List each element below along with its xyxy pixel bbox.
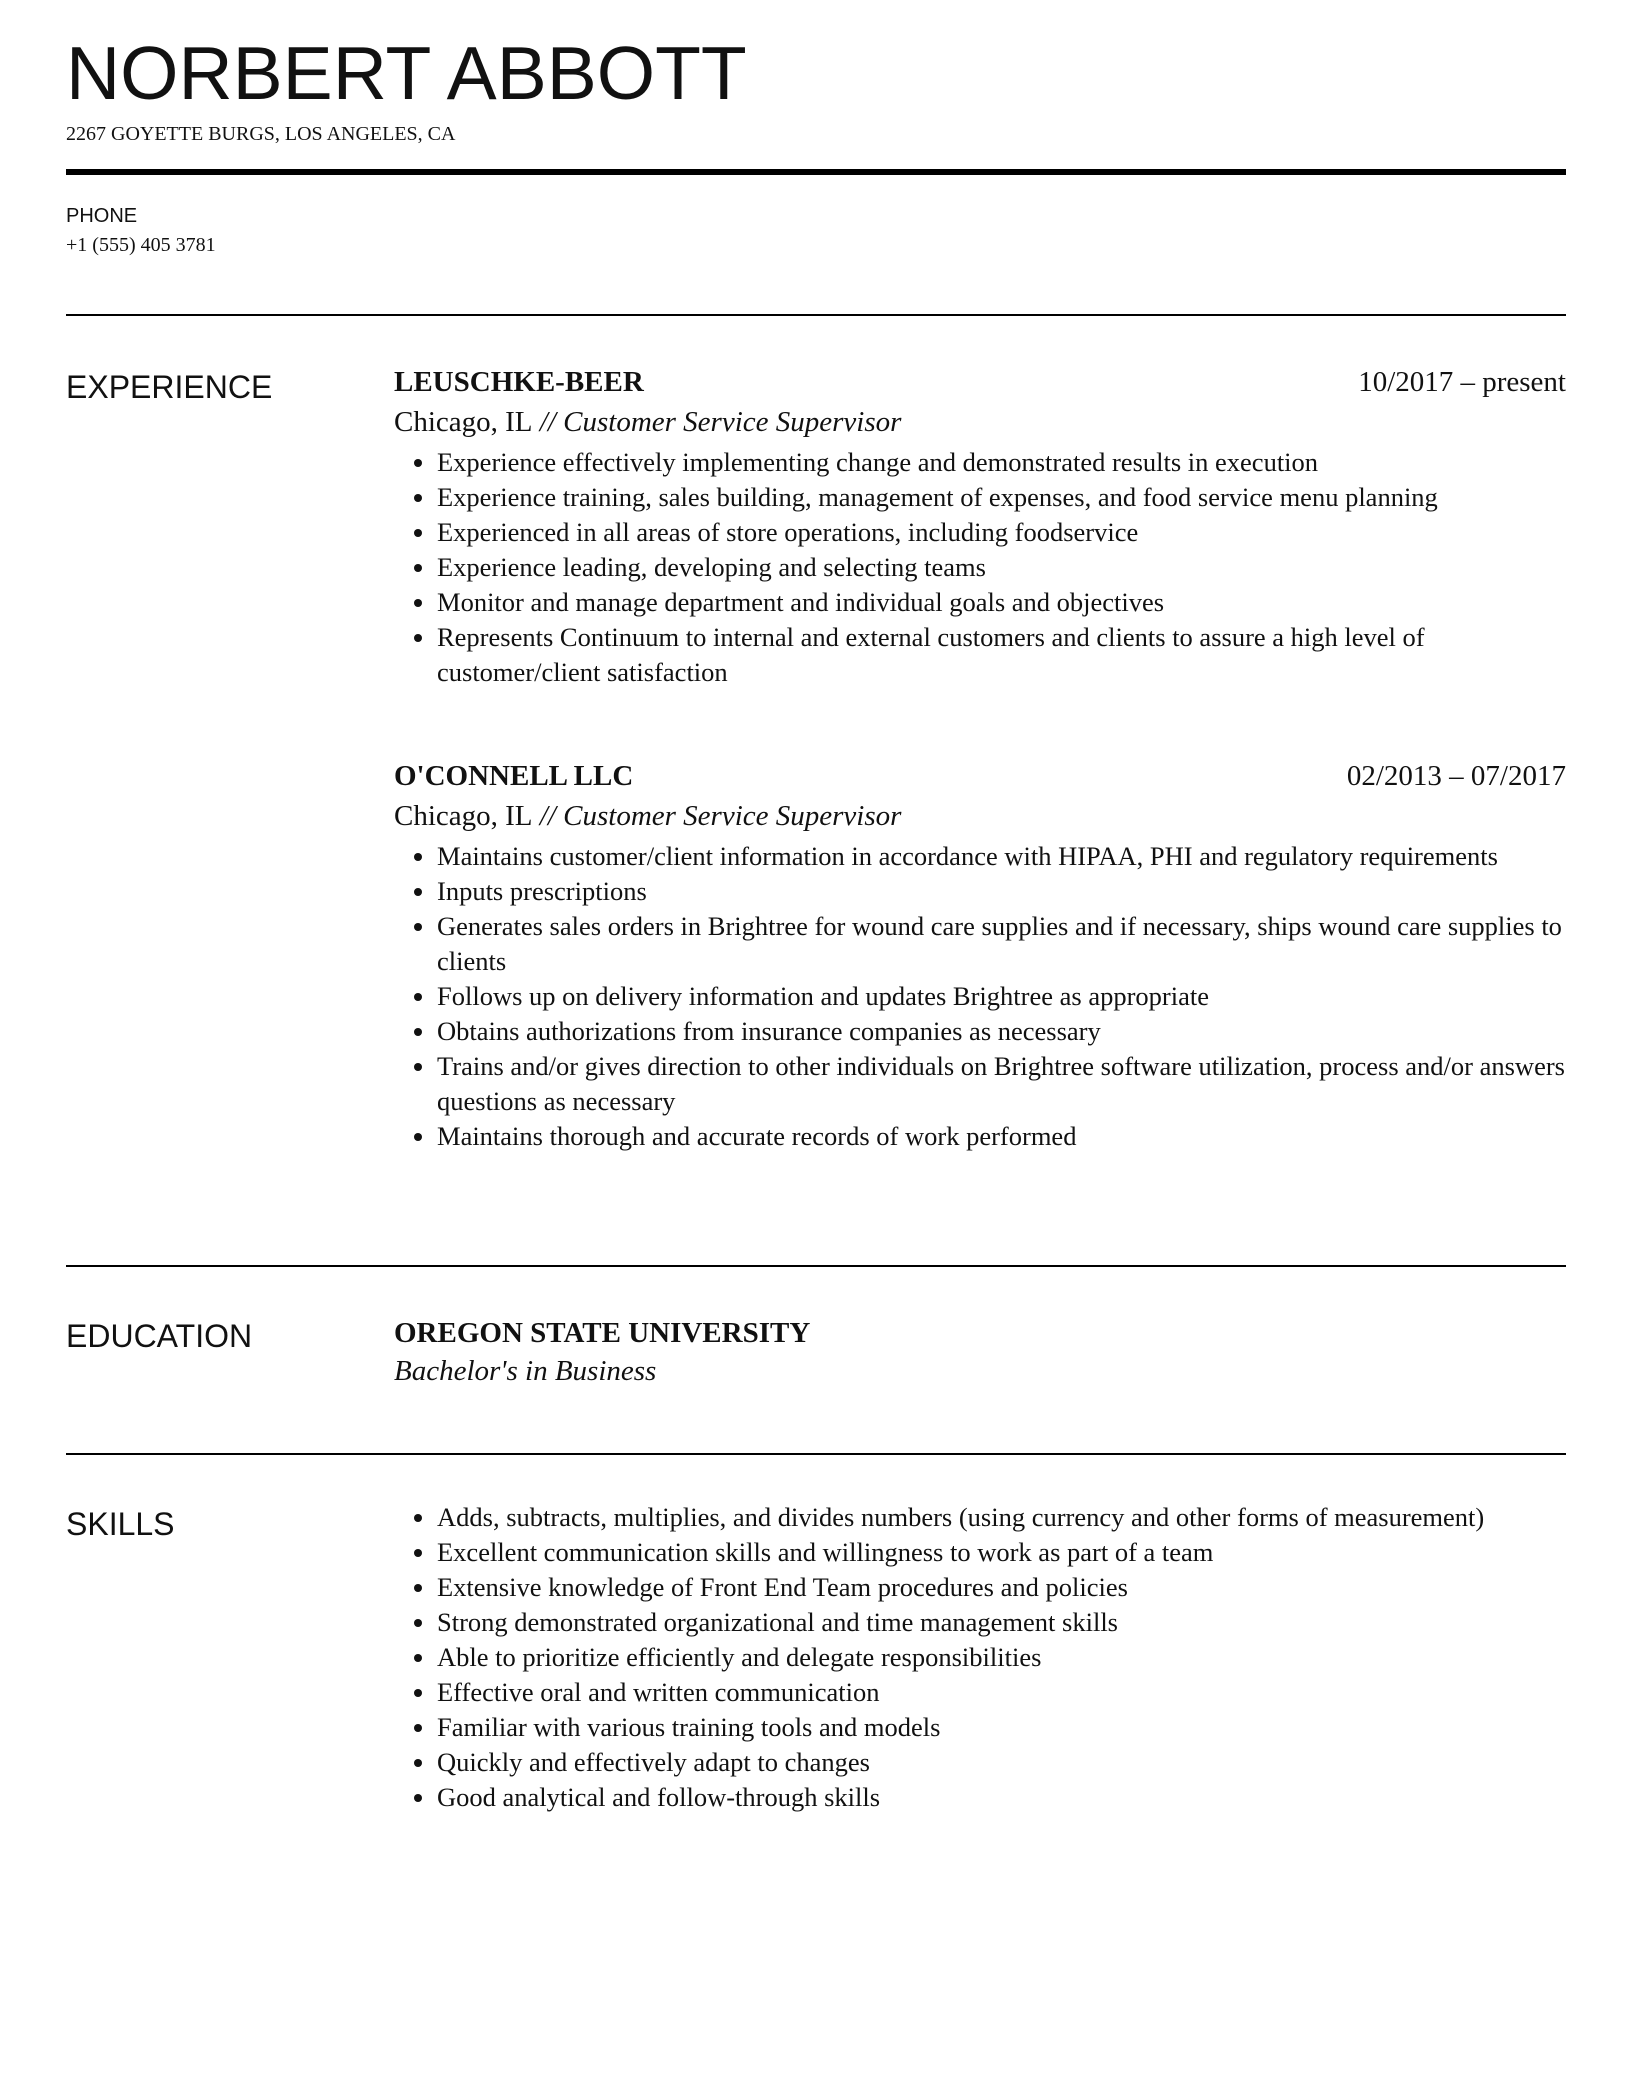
education-divider xyxy=(66,1453,1566,1455)
job-separator: // xyxy=(532,800,564,832)
job-company: O'CONNELL LLC xyxy=(394,760,634,792)
list-item: • Familiar with various training tools and models xyxy=(437,1710,1566,1745)
phone-value: +1 (555) 405 3781 xyxy=(66,234,216,256)
list-item: • Obtains authorizations from insurance companies as necessary xyxy=(437,1014,1566,1049)
list-item: • Experience leading, developing and selecting teams xyxy=(437,550,1566,585)
skills-list xyxy=(394,1500,1566,1815)
job-bullet-list xyxy=(394,445,1566,690)
list-item: • Strong demonstrated organizational and time management skills xyxy=(437,1605,1566,1640)
list-item: • Quickly and effectively adapt to changes xyxy=(437,1745,1566,1780)
header-divider xyxy=(66,169,1566,175)
list-item: • Generates sales orders in Brightree for wound care supplies and if necessary, ships wound care supplies to clients xyxy=(437,909,1566,979)
education-school: OREGON STATE UNIVERSITY xyxy=(394,1317,811,1349)
list-item: • Follows up on delivery information and updates Brightree as appropriate xyxy=(437,979,1566,1014)
job-header xyxy=(394,363,1566,403)
list-item: • Excellent communication skills and willingness to work as part of a team xyxy=(437,1535,1566,1570)
list-item: • Maintains customer/client information in accordance with HIPAA, PHI and regulatory requirements xyxy=(437,839,1566,874)
list-item: • Trains and/or gives direction to other individuals on Brightree software utilization, process and/or answers questions as necessary xyxy=(437,1049,1566,1119)
list-item: • Adds, subtracts, multiplies, and divides numbers (using currency and other forms of measurement) xyxy=(437,1500,1566,1535)
list-item: • Experienced in all areas of store operations, including foodservice xyxy=(437,515,1566,550)
candidate-name: NORBERT ABBOTT xyxy=(66,31,747,115)
job-entry-2 xyxy=(394,757,1566,1154)
skills-section-title: SKILLS xyxy=(66,1506,175,1542)
contact-divider xyxy=(66,314,1566,316)
education-degree: Bachelor's in Business xyxy=(394,1355,657,1387)
list-item: • Good analytical and follow-through skills xyxy=(437,1780,1566,1815)
list-item: • Experience effectively implementing change and demonstrated results in execution xyxy=(437,445,1566,480)
job-entry-1 xyxy=(394,363,1566,690)
job-location-role xyxy=(394,403,1566,441)
education-entry xyxy=(394,1314,1566,1390)
job-role: Customer Service Supervisor xyxy=(563,800,902,832)
job-separator: // xyxy=(532,406,564,438)
list-item: • Extensive knowledge of Front End Team procedures and policies xyxy=(437,1570,1566,1605)
job-location-role xyxy=(394,797,1566,835)
job-dates: 02/2013 – 07/2017 xyxy=(1346,760,1566,792)
candidate-address: 2267 GOYETTE BURGS, LOS ANGELES, CA xyxy=(66,123,456,145)
job-role: Customer Service Supervisor xyxy=(563,406,902,438)
education-section-title: EDUCATION xyxy=(66,1318,253,1354)
job-header xyxy=(394,757,1566,797)
list-item: • Able to prioritize efficiently and delegate responsibilities xyxy=(437,1640,1566,1675)
job-location: Chicago, IL xyxy=(394,406,533,438)
job-dates: 10/2017 – present xyxy=(1358,366,1566,398)
phone-label: PHONE xyxy=(66,205,138,227)
job-company: LEUSCHKE-BEER xyxy=(394,366,644,398)
list-item: • Inputs prescriptions xyxy=(437,874,1566,909)
list-item: • Maintains thorough and accurate records of work performed xyxy=(437,1119,1566,1154)
job-location: Chicago, IL xyxy=(394,800,533,832)
list-item: • Experience training, sales building, management of expenses, and food service menu planning xyxy=(437,480,1566,515)
job-bullet-list xyxy=(394,839,1566,1154)
experience-divider xyxy=(66,1265,1566,1267)
skills-entry xyxy=(394,1500,1566,1815)
list-item: • Effective oral and written communication xyxy=(437,1675,1566,1710)
list-item: • Represents Continuum to internal and external customers and clients to assure a high level of customer/client satisfaction xyxy=(437,620,1566,690)
experience-section-title: EXPERIENCE xyxy=(66,369,273,405)
list-item: • Monitor and manage department and individual goals and objectives xyxy=(437,585,1566,620)
